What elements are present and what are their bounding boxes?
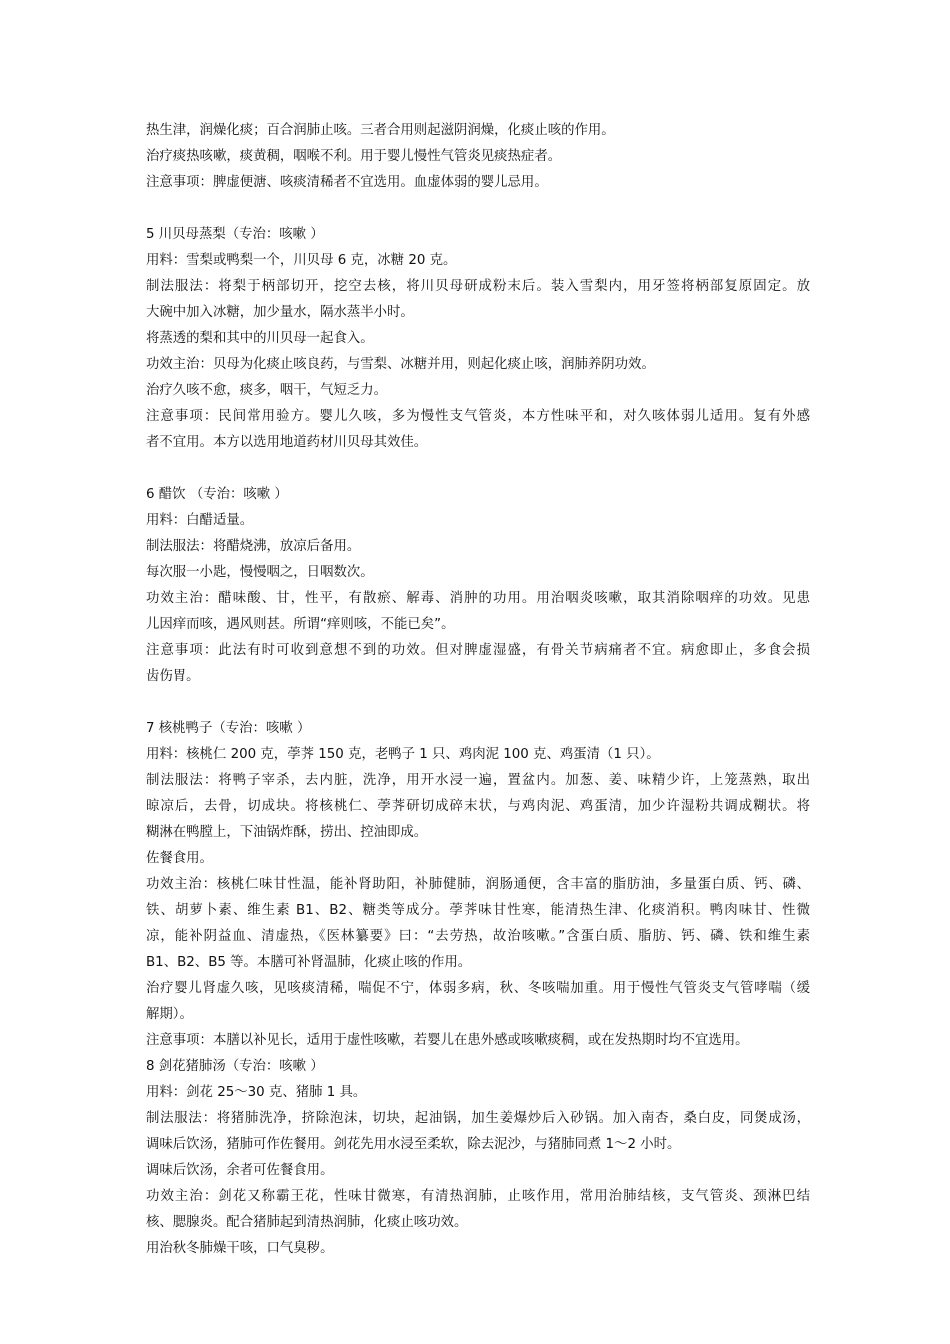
section-heading: 8 剑花猪肺汤（专治：咳嗽 ） (146, 1059, 324, 1074)
text-line: 者不宜用。本方以选用地道药材川贝母其效佳。 (146, 435, 428, 450)
text-line: 功效主治：核桃仁味甘性温，能补肾助阳，补肺健肺，润肠通便，含丰富的脂肪油，多量蛋白质、钙、磷、 (146, 877, 810, 892)
text-line: 用料：剑花 25～30 克、猪肺 1 具。 (146, 1085, 367, 1100)
section-heading: 5 川贝母蒸梨（专治：咳嗽 ） (146, 227, 324, 242)
text-line: 晾凉后，去骨，切成块。将核桃仁、荸荠研切成碎末状，与鸡肉泥、鸡蛋清，加少许湿粉共调成糊状。将 (146, 799, 810, 814)
text-line: 将蒸透的梨和其中的川贝母一起食入。 (146, 331, 374, 346)
text-line: 注意事项：本膳以补见长，适用于虚性咳嗽，若婴儿在患外感或咳嗽痰稠，或在发热期时均不宜选用。 (146, 1033, 749, 1048)
text-line: 制法服法：将梨于柄部切开，挖空去核，将川贝母研成粉末后。装入雪梨内，用牙签将柄部复原固定。放 (146, 279, 810, 294)
text-line: 功效主治：醋味酸、甘，性平，有散瘀、解毒、消肿的功用。用治咽炎咳嗽，取其消除咽痒的功效。见患 (146, 591, 810, 606)
text-line: 糊淋在鸭膛上，下油锅炸酥，捞出、控油即成。 (146, 825, 428, 840)
text-line: 注意事项：此法有时可收到意想不到的功效。但对脾虚湿盛，有骨关节病痛者不宜。病愈即止，多食会损 (146, 643, 810, 658)
text-line: 调味后饮汤，余者可佐餐食用。 (146, 1163, 334, 1178)
text-line: 注意事项：民间常用验方。婴儿久咳，多为慢性支气管炎，本方性味平和，对久咳体弱儿适用。复有外感 (146, 409, 810, 424)
text-line: 解期）。 (146, 1007, 193, 1022)
text-line: 用治秋冬肺燥干咳，口气臭秽。 (146, 1241, 334, 1256)
text-line: 治疗久咳不愈，痰多，咽干，气短乏力。 (146, 383, 388, 398)
text-line: 制法服法：将鸭子宰杀，去内脏，洗净，用开水浸一遍，置盆内。加葱、姜、味精少许，上笼蒸熟，取出 (146, 773, 810, 788)
text-line: 热生津，润燥化痰；百合润肺止咳。三者合用则起滋阴润燥，化痰止咳的作用。 (146, 123, 615, 138)
section-heading: 6 醋饮 （专治：咳嗽 ） (146, 487, 288, 502)
text-line: 制法服法：将猪肺洗净，挤除泡沫，切块，起油锅，加生姜爆炒后入砂锅。加入南杏，桑白皮，同煲成汤， (146, 1111, 810, 1126)
text-line: 佐餐食用。 (146, 851, 213, 866)
text-line: 用料：白醋适量。 (146, 513, 254, 528)
text-line: 每次服一小匙，慢慢咽之，日咽数次。 (146, 565, 374, 580)
text-line: 用料：雪梨或鸭梨一个，川贝母 6 克，冰糖 20 克。 (146, 253, 457, 268)
text-line: 核、腮腺炎。配合猪肺起到清热润肺，化痰止咳功效。 (146, 1215, 468, 1230)
text-line: B1、B2、B5 等。本膳可补肾温肺，化痰止咳的作用。 (146, 955, 472, 970)
text-line: 注意事项：脾虚便溏、咳痰清稀者不宜选用。血虚体弱的婴儿忌用。 (146, 175, 548, 190)
paragraph-gap (146, 456, 810, 482)
text-line: 制法服法：将醋烧沸，放凉后备用。 (146, 539, 361, 554)
text-line: 功效主治：贝母为化痰止咳良药，与雪梨、冰糖并用，则起化痰止咳，润肺养阴功效。 (146, 357, 655, 372)
text-line: 儿因痒而咳，遇风则甚。所谓“痒则咳，不能已矣”。 (146, 617, 455, 632)
paragraph-gap (146, 196, 810, 222)
text-line: 大碗中加入冰糖，加少量水，隔水蒸半小时。 (146, 305, 414, 320)
text-line: 治疗痰热咳嗽，痰黄稠，咽喉不利。用于婴儿慢性气管炎见痰热症者。 (146, 149, 562, 164)
text-line: 治疗婴儿肾虚久咳，见咳痰清稀，喘促不宁，体弱多病，秋、冬咳喘加重。用于慢性气管炎支气管哮喘（缓 (146, 981, 810, 996)
text-line: 凉，能补阴益血、清虚热，《医林纂要》曰：“去劳热，故治咳嗽。”含蛋白质、脂肪、钙、磷、铁和维生素 (146, 929, 810, 944)
text-line: 铁、胡萝卜素、维生素 B1、B2、糖类等成分。荸荠味甘性寒，能清热生津、化痰消积。鸭肉味甘、性微 (146, 903, 810, 918)
paragraph-gap (146, 690, 810, 716)
text-line: 调味后饮汤，猪肺可作佐餐用。剑花先用水浸至柔软，除去泥沙，与猪肺同煮 1～2 小时。 (146, 1137, 681, 1152)
text-line: 齿伤胃。 (146, 669, 200, 684)
text-line: 用料：核桃仁 200 克，荸荠 150 克，老鸭子 1 只、鸡肉泥 100 克、鸡蛋清（1 只）。 (146, 747, 660, 762)
text-line: 功效主治：剑花又称霸王花，性味甘微寒，有清热润肺，止咳作用，常用治肺结核，支气管炎、颈淋巴结 (146, 1189, 810, 1204)
section-heading: 7 核桃鸭子（专治：咳嗽 ） (146, 721, 311, 736)
document-page (146, 118, 810, 1262)
